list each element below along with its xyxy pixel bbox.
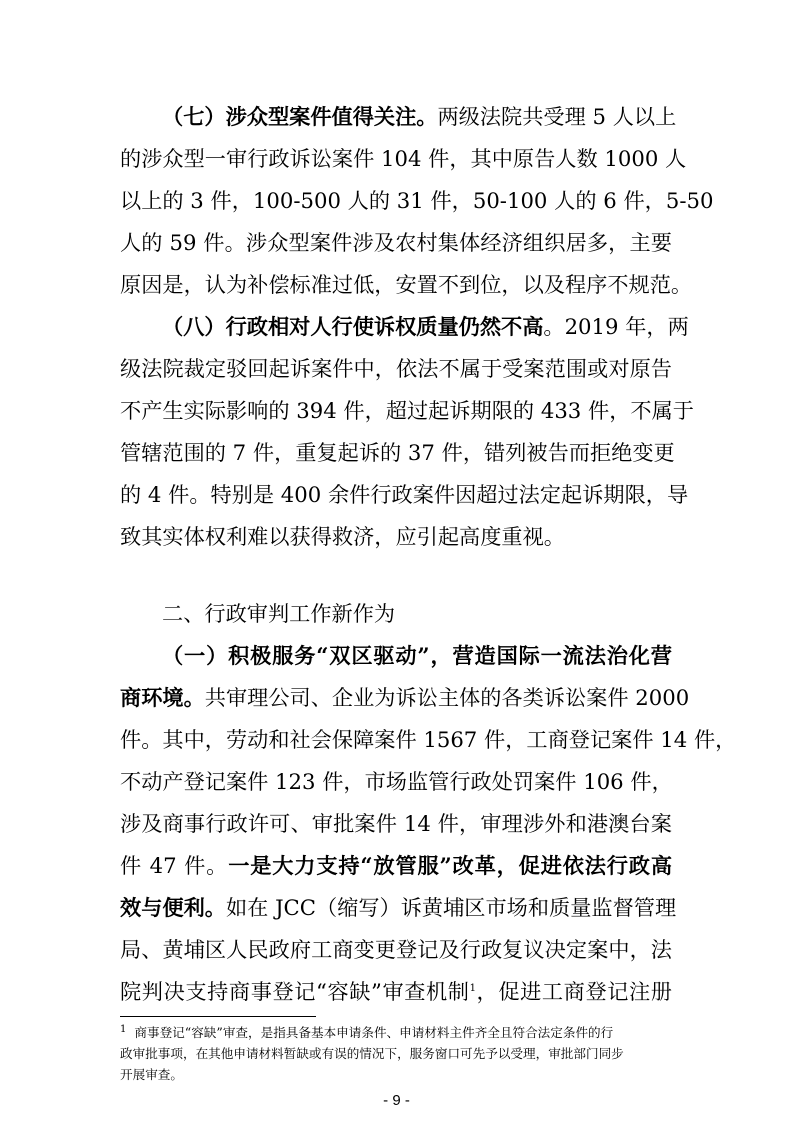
sub1-line-7: 局、黄埔区人民政府工商变更登记及行政复议决定案中，法 <box>120 937 672 962</box>
para7-heading: （七）涉众型案件值得关注。 <box>162 104 438 129</box>
section-title: 二、行政审判工作新作为 <box>162 601 396 626</box>
para7-line-2: 的涉众型一审行政诉讼案件 104 件，其中原告人数 1000 人 <box>120 146 687 171</box>
para7-line-3: 以上的 3 件，100-500 人的 31 件，50-100 人的 6 件，5-50 <box>120 188 714 213</box>
para8-line-2: 级法院裁定驳回起诉案件中，依法不属于受案范围或对原告 <box>120 356 672 381</box>
para7-line-5: 原因是，认为补偿标准过低，安置不到位，以及程序不规范。 <box>120 272 693 297</box>
para8-line-5: 的 4 件。特别是 400 余件行政案件因超过法定起诉期限，导 <box>120 482 689 507</box>
para7-line-4: 人的 59 件。涉众型案件涉及农村集体经济组织居多，主要 <box>120 230 672 255</box>
point1-heading-a: 一是大力支持“放管服”改革，促进依法行政高 <box>228 853 673 878</box>
page-number: - 9 - <box>383 1092 410 1109</box>
para8-line-4: 管辖范围的 7 件，重复起诉的 37 件，错列被告而拒绝变更 <box>120 440 675 465</box>
sub1-line-8: 院判决支持商事登记“容缺”审查机制$^1$，促进工商登记注册 <box>120 979 672 1004</box>
para8-line-3: 不产生实际影响的 394 件，超过起诉期限的 433 件，不属于 <box>120 398 694 423</box>
sub1-heading-line2: 商环境。 <box>120 685 205 710</box>
sub1-line-2: 件。其中，劳动和社会保障案件 1567 件，工商登记案件 14 件， <box>120 727 737 752</box>
footnote-divider <box>120 1016 316 1017</box>
para8-heading: （八）行政相对人行使诉权质量仍然不高 <box>162 314 544 339</box>
para8-line-6: 致其实体权利难以获得救济，应引起高度重视。 <box>120 524 565 549</box>
footnote-line-3: 开展审查。 <box>120 1067 183 1082</box>
sub1-line-3: 不动产登记案件 123 件，市场监管行政处罚案件 106 件， <box>120 769 673 794</box>
para8-line-1: （八）行政相对人行使诉权质量仍然不高。2019 年，两 <box>162 314 689 339</box>
sub1-line-4: 涉及商事行政许可、审批案件 14 件，审理涉外和港澳台案 <box>120 811 672 836</box>
footnote-line-2: 政审批事项，在其他申请材料暂缺或有误的情况下，服务窗口可先予以受理，审批部门同步 <box>120 1046 624 1061</box>
sub1-line-5: 件 47 件。一是大力支持“放管服”改革，促进依法行政高 <box>120 853 673 878</box>
footnote-ref[interactable]: 1 <box>469 982 476 994</box>
point1-heading-b: 效与便利。 <box>120 895 226 920</box>
sub1-line-1: 商环境。共审理公司、企业为诉讼主体的各类诉讼案件 2000 <box>120 685 690 710</box>
sub1-line-6: 效与便利。如在 JCC（缩写）诉黄埔区市场和质量监督管理 <box>120 895 677 920</box>
sub1-heading-line1: （一）积极服务“双区驱动”，营造国际一流法治化营 <box>162 643 672 668</box>
footnote-line-1: $^1$ 商事登记“容缺”审查，是指具备基本申请条件、申请材料主件齐全且符合法定条件的行 <box>120 1023 614 1040</box>
para7-line-1: （七）涉众型案件值得关注。两级法院共受理 5 人以上 <box>162 104 677 129</box>
